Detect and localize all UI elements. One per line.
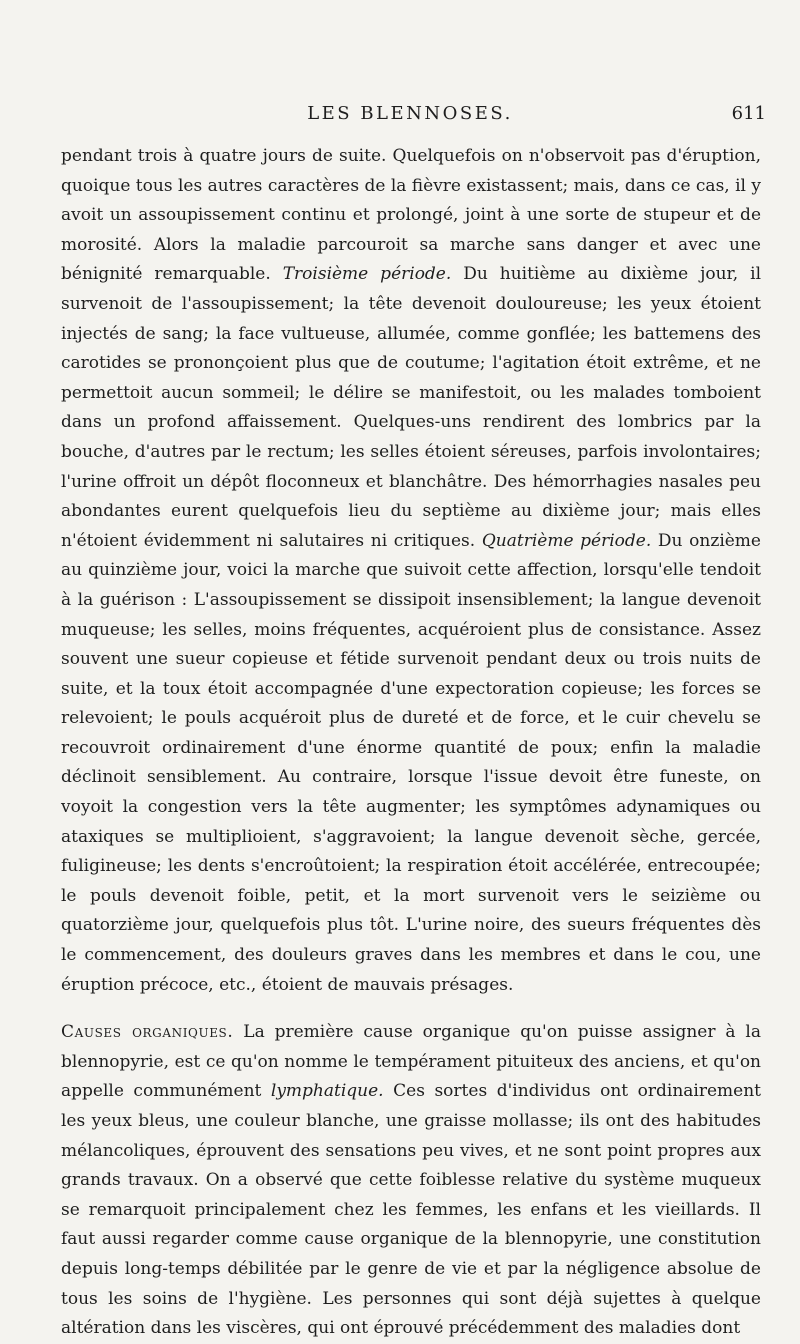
fourth-period-heading: Quatrième période. (481, 530, 652, 551)
body-text (61, 142, 761, 1344)
third-period-heading: Troisième période. (282, 264, 452, 285)
paragraph-causes (61, 1018, 761, 1344)
causes-heading: Causes organiques. (61, 1022, 234, 1043)
paragraph-causes-text-1: La première cause organique qu'on puisse assigner à la blennopyrie, est ce qu'on nomme le tempérament pituiteux des anciens, et qu'on appelle communément (61, 1022, 761, 1102)
paragraph-causes-text-2: Ces sortes d'individus ont ordinairement les yeux bleus, une couleur blanche, une graisse mollasse; ils ont des habitudes mélancoliques, éprouvent des sensations peu vives, et ne sont point propres aux grands travaux. On a observé que cette foiblesse relative du système muqueux se remarquoit principalement chez les femmes, les enfans et les vieillards. Il faut aussi regarder comme cause organique de la blennopyrie, une constitution depuis long-temps débilitée par le genre de vie et par la négligence absolue de tous les soins de l'hygiène. Les personnes qui sont déjà sujettes à quelque altération dans les viscères, qui ont éprouvé précédemment des maladies dont (61, 1081, 761, 1339)
page-number: 611 (731, 103, 766, 124)
paragraph-symptoms-text-1: pendant trois à quatre jours de suite. Quelquefois on n'observoit pas d'éruption, quoique tous les autres caractères de la fièvre existassent; mais, dans ce cas, il y avoit un assoupissement continu et prolongé, joint à une sorte de stupeur et de morosité. Alors la maladie parcouroit sa marche sans danger et avec une bénignité remarquable. (61, 146, 761, 285)
running-title: LES BLENNOSES. (307, 103, 513, 124)
paragraph-symptoms-text-2: Du huitième au dixième jour, il survenoit de l'assoupissement; la tête devenoit douloureuse; les yeux étoient injectés de sang; la face vultueuse, allumée, comme gonflée; les battemens des carotides se prononçoient plus que de coutume; l'agitation étoit extrême, et ne permettoit aucun sommeil; le délire se manifestoit, ou les malades tomboient dans un profond affaissement. Quelques-uns rendirent des lombrics par la bouche, d'autres par le rectum; les selles étoient séreuses, parfois involontaires; l'urine offroit un dépôt floconneux et blanchâtre. Des hémorrhagies nasales peu abondantes eurent quelquefois lieu du septième au dixième jour; mais elles n'étoient évidemment ni salutaires ni critiques. (61, 264, 762, 551)
running-head (60, 101, 766, 127)
paragraph-symptoms-text-3: Du onzième au quinzième jour, voici la marche que suivoit cette affection, lorsqu'elle tendoit à la guérison : L'assoupissement se dissipoit insensiblement; la langue devenoit muqueuse; les selles, moins fréquentes, acquéroient plus de consistance. Assez souvent une sueur copieuse et fétide survenoit pendant deux ou trois nuits de suite, et la toux étoit accompagnée d'une expectoration copieuse; les forces se relevoient; le pouls acquéroit plus de dureté et de force, et le cuir chevelu se recouvroit ordinairement d'une énorme quantité de poux; enfin la maladie déclinoit sensiblement. Au contraire, lorsque l'issue devoit être funeste, on voyoit la congestion vers la tête augmenter; les symptômes adynamiques ou ataxiques se multiplioient, s'aggravoient; la langue devenoit sèche, gercée, fuligineuse; les dents s'encroûtoient; la respiration étoit accélérée, entrecoupée; le pouls devenoit foible, petit, et la mort survenoit vers le seizième ou quatorzième jour, quelquefois plus tôt. L'urine noire, des sueurs fréquentes dès le commencement, des douleurs graves dans les membres et dans le cou, une éruption précoce, etc., étoient de mauvais présages. (61, 530, 761, 995)
lymphatique-term: lymphatique. (270, 1081, 384, 1102)
paragraph-symptoms (61, 142, 761, 1000)
